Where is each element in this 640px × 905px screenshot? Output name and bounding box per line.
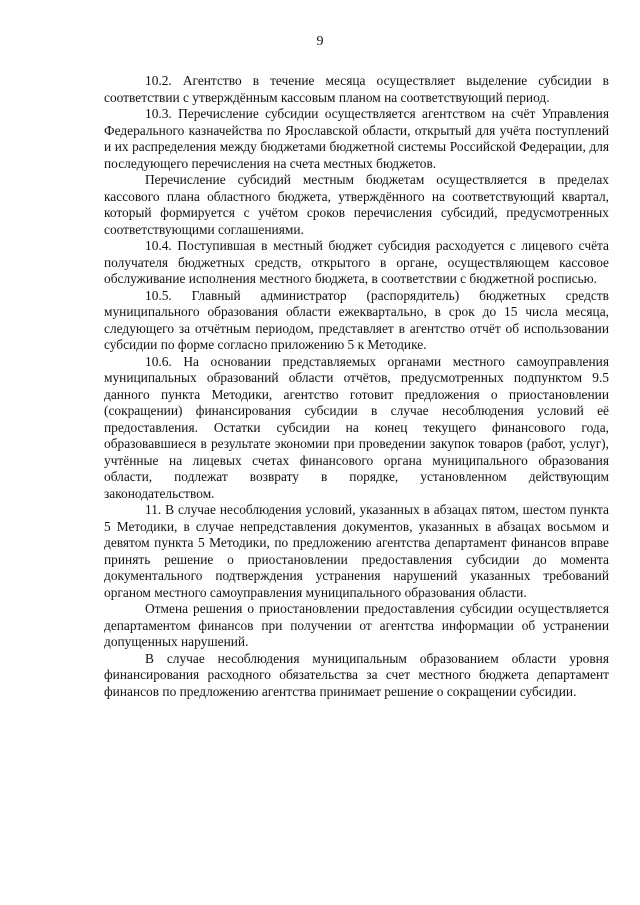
paragraph-10-4: 10.4. Поступившая в местный бюджет субсидия расходуется с лицевого счёта получателя бюджетных средств, открытого в органе, осуществляющем кассовое обслуживание исполнения местного бюджета, в соответствии с бюджетной росписью. (104, 238, 609, 286)
paragraph-10-5: 10.5. Главный администратор (распорядитель) бюджетных средств муниципального образования области ежеквартально, в срок до 15 числа месяца, следующего за отчётным периодом, представляет в агентство отчёт об использовании субсидии по форме согласно приложению 5 к Методике. (104, 287, 609, 352)
paragraph-10-3-transfer: Перечисление субсидий местным бюджетам осуществляется в пределах кассового плана областного бюджета, утверждённого на соответствующий квартал, который формируется с учётом сроков перечисления субсидий, предусмотренных соответствующими соглашениями. (104, 172, 609, 237)
paragraph-10-2: 10.2. Агентство в течение месяца осуществляет выделение субсидии в соответствии с утверждённым кассовым планом на соответствующий период. (104, 73, 609, 105)
page-number: 9 (316, 34, 324, 49)
paragraph-11-reduction: В случае несоблюдения муниципальным образованием области уровня финансирования расходного обязательства за счет местного бюджета департамент финансов по предложению агентства принимает решение о сокращении субсидии. (104, 650, 609, 699)
document-body (104, 73, 609, 700)
paragraph-11: 11. В случае несоблюдения условий, указанных в абзацах пятом, шестом пункта 5 Методики, в случае непредставления документов, указанных в абзацах восьмом и девятом пункта 5 Методики, по предложению агентства департамент финансов вправе принять решение о приостановлении предоставления субсидии до момента документального подтверждения устранения нарушений указанных требований органом местного самоуправления муниципального образования области. (104, 502, 609, 600)
paragraph-10-3: 10.3. Перечисление субсидии осуществляется агентством на счёт Управления Федерального казначейства по Ярославской области, открытый для учёта поступлений и их распределения между бюджетами бюджетной системы Российской Федерации, для последующего перечисления на счета местных бюджетов. (104, 106, 609, 171)
paragraph-10-6: 10.6. На основании представляемых органами местного самоуправления муниципальных образований области отчётов, предусмотренных подпунктом 9.5 данного пункта Методики, агентство готовит предложения о приостановлении (сокращении) финансирования субсидии в случае несоблюдения условий её предоставления. Остатки субсидии на конец текущего финансового года, образовавшиеся в результате экономии при проведении закупок товаров (работ, услуг), учтённые на лицевых счетах финансового органа муниципального образования области, подлежат возврату в порядке, установленном действующим законодательством. (104, 353, 609, 501)
paragraph-11-cancellation: Отмена решения о приостановлении предоставления субсидии осуществляется департаментом финансов при получении от агентства информации об устранении допущенных нарушений. (104, 601, 609, 649)
